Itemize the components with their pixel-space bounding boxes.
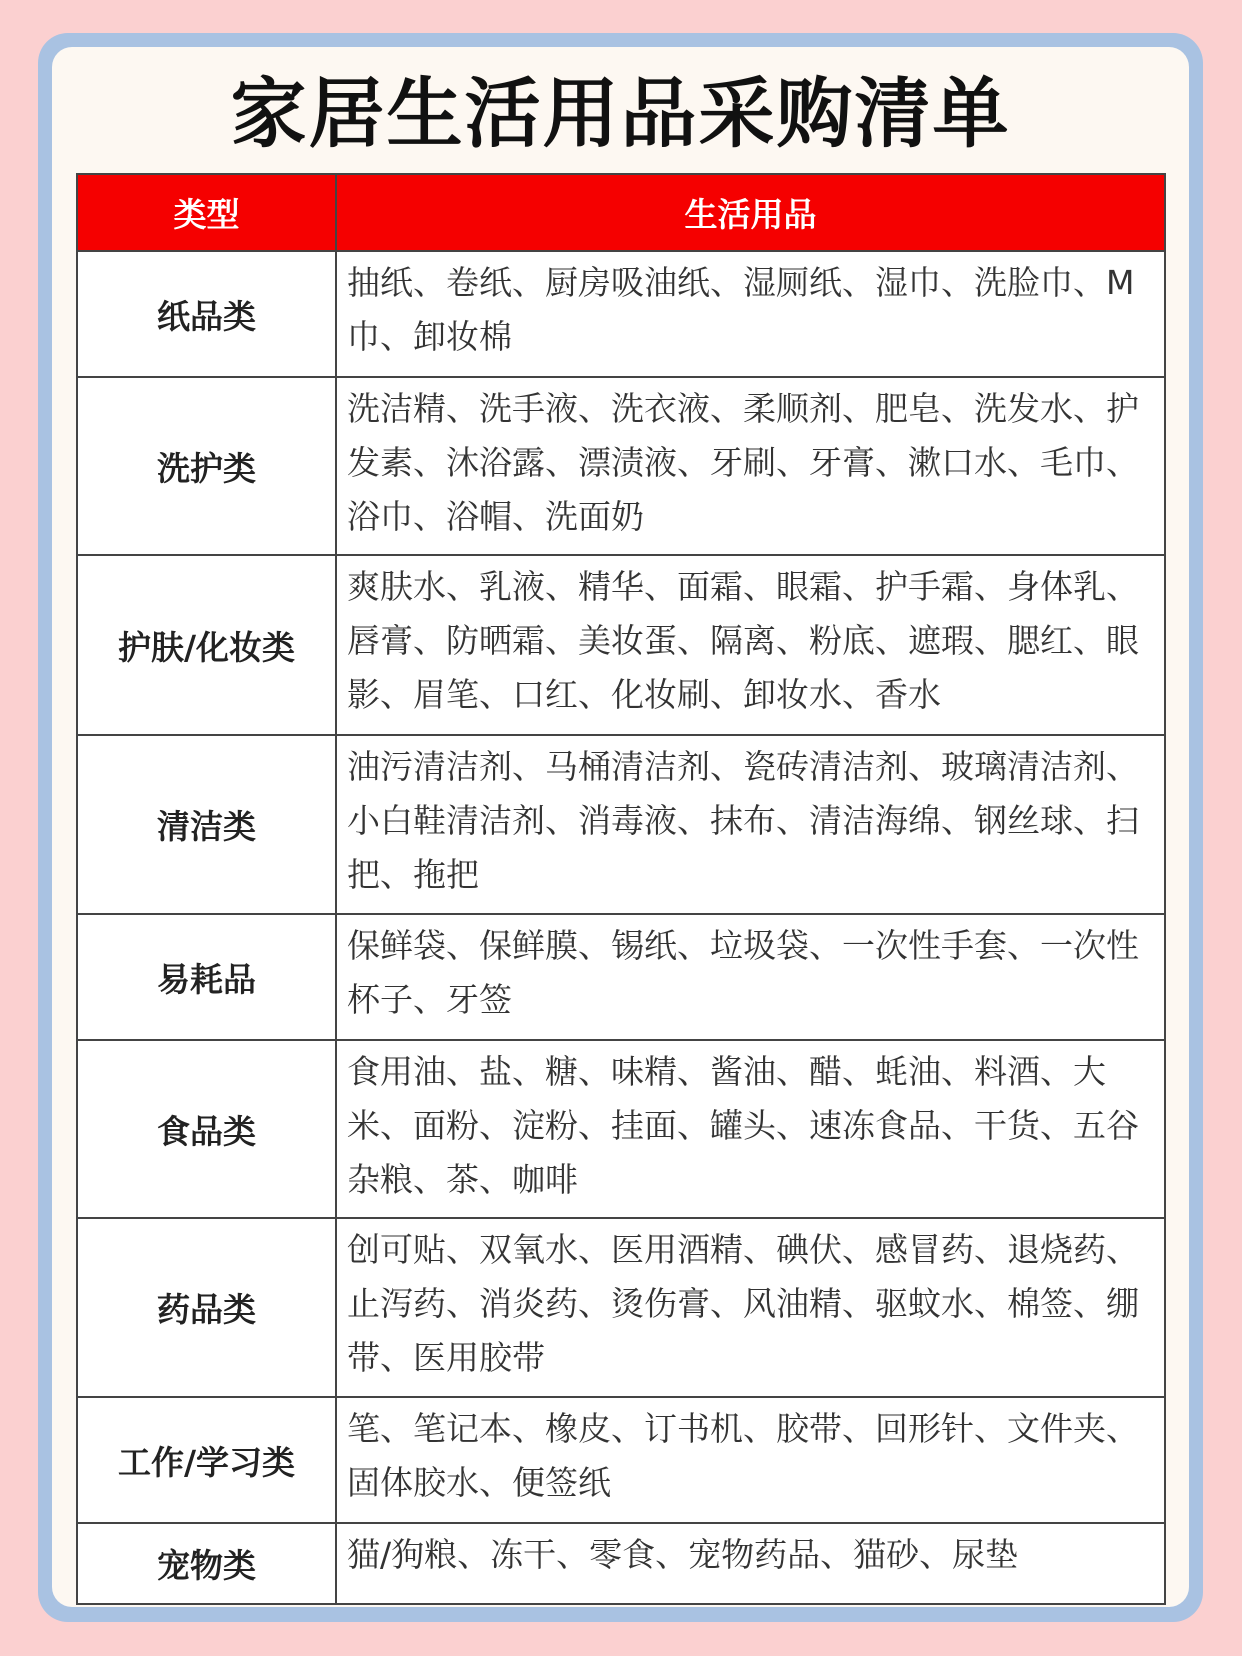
table-row	[77, 377, 1165, 555]
table-row	[77, 251, 1165, 377]
row-items: 爽肤水、乳液、精华、面霜、眼霜、护手霜、身体乳、唇膏、防晒霜、美妆蛋、隔离、粉底、遮瑕、腮红、眼影、眉笔、口红、化妆刷、卸妆水、香水	[336, 555, 1165, 735]
row-category: 洗护类	[77, 377, 336, 555]
shopping-list-table	[76, 173, 1166, 1605]
table-header-row	[77, 174, 1165, 251]
header-category: 类型	[77, 174, 336, 251]
row-category: 易耗品	[77, 914, 336, 1040]
row-category: 护肤/化妆类	[77, 555, 336, 735]
table-row	[77, 735, 1165, 914]
row-items: 创可贴、双氧水、医用酒精、碘伏、感冒药、退烧药、止泻药、消炎药、烫伤膏、风油精、驱蚊水、棉签、绷带、医用胶带	[336, 1218, 1165, 1397]
table-row	[77, 1218, 1165, 1397]
row-items: 油污清洁剂、马桶清洁剂、瓷砖清洁剂、玻璃清洁剂、小白鞋清洁剂、消毒液、抹布、清洁海绵、钢丝球、扫把、拖把	[336, 735, 1165, 914]
row-items: 猫/狗粮、冻干、零食、宠物药品、猫砂、尿垫	[336, 1523, 1165, 1604]
header-items: 生活用品	[336, 174, 1165, 251]
table-row	[77, 1523, 1165, 1604]
row-items: 笔、笔记本、橡皮、订书机、胶带、回形针、文件夹、固体胶水、便签纸	[336, 1397, 1165, 1523]
row-items: 保鲜袋、保鲜膜、锡纸、垃圾袋、一次性手套、一次性杯子、牙签	[336, 914, 1165, 1040]
row-category: 工作/学习类	[77, 1397, 336, 1523]
row-items: 食用油、盐、糖、味精、酱油、醋、蚝油、料酒、大米、面粉、淀粉、挂面、罐头、速冻食品、干货、五谷杂粮、茶、咖啡	[336, 1040, 1165, 1218]
table-row	[77, 914, 1165, 1040]
table-row	[77, 1040, 1165, 1218]
row-category: 纸品类	[77, 251, 336, 377]
row-category: 药品类	[77, 1218, 336, 1397]
table-row	[77, 555, 1165, 735]
row-items: 抽纸、卷纸、厨房吸油纸、湿厕纸、湿巾、洗脸巾、M巾、卸妆棉	[336, 251, 1165, 377]
row-category: 宠物类	[77, 1523, 336, 1604]
row-category: 清洁类	[77, 735, 336, 914]
row-category: 食品类	[77, 1040, 336, 1218]
page-title: 家居生活用品采购清单	[230, 69, 1011, 158]
row-items: 洗洁精、洗手液、洗衣液、柔顺剂、肥皂、洗发水、护发素、沐浴露、漂渍液、牙刷、牙膏、漱口水、毛巾、浴巾、浴帽、洗面奶	[336, 377, 1165, 555]
table-row	[77, 1397, 1165, 1523]
